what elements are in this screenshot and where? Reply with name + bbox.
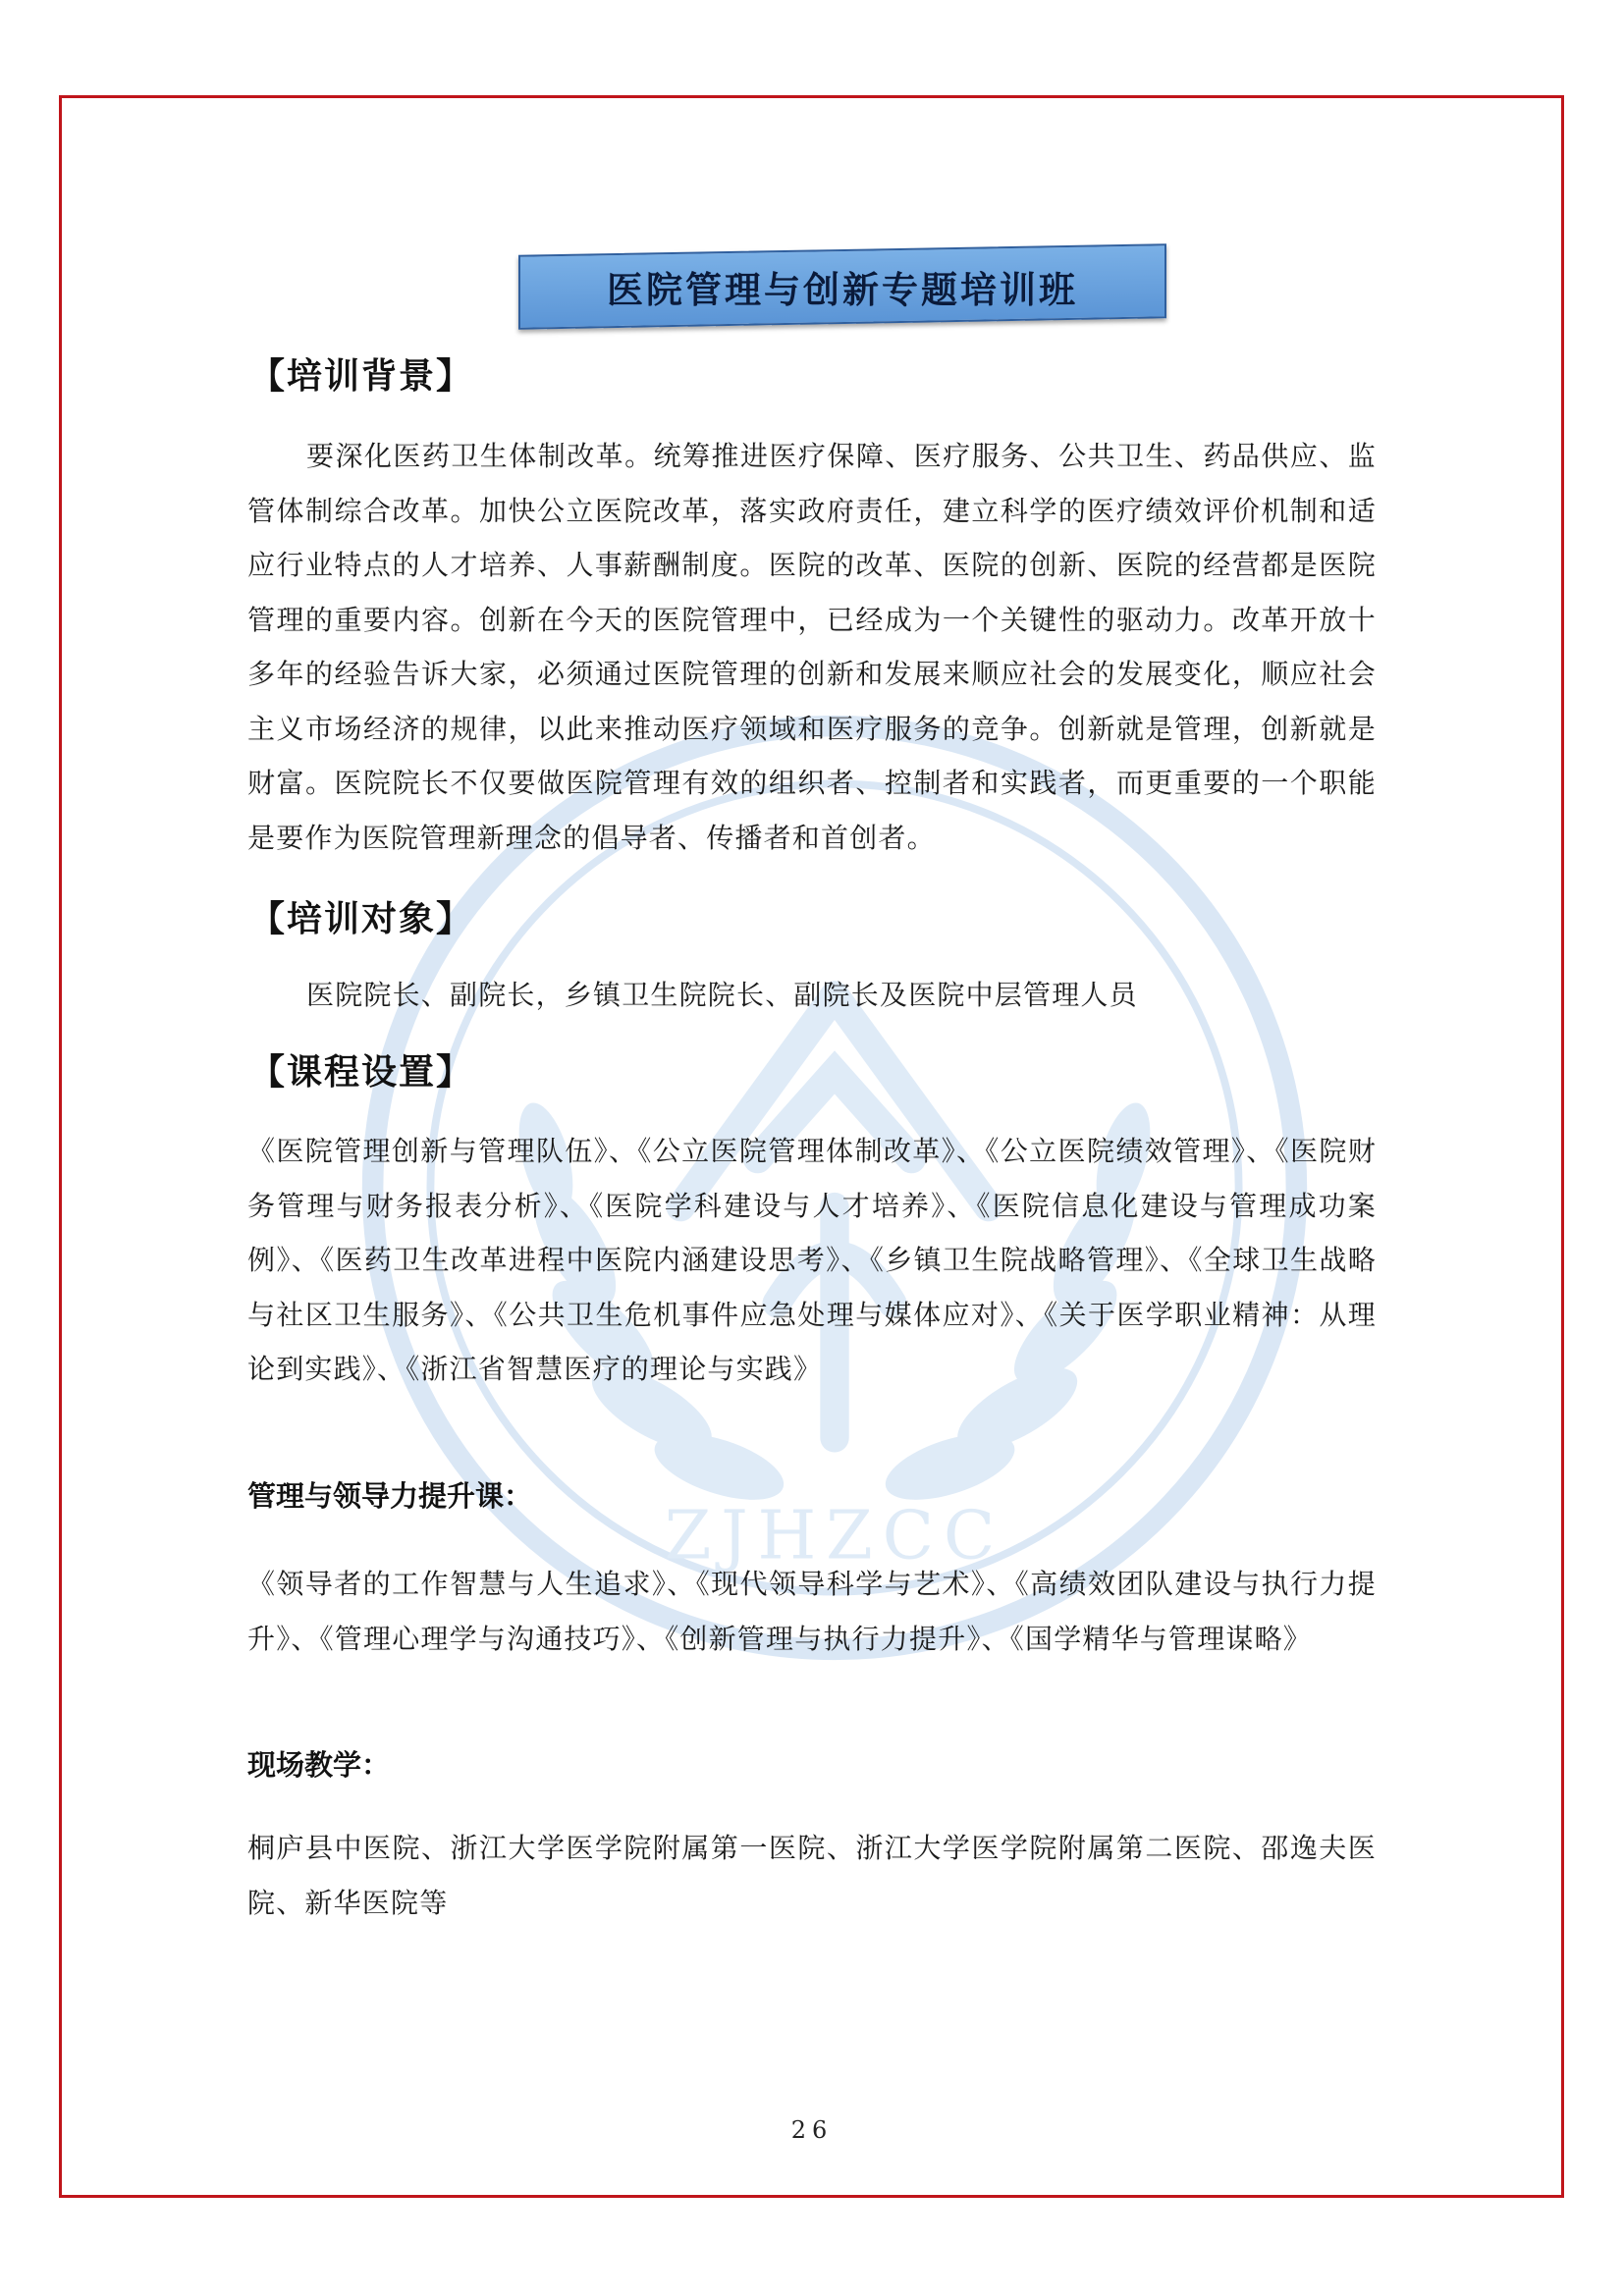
- audience-paragraph: 医院院长、副院长，乡镇卫生院院长、副院长及医院中层管理人员: [306, 979, 1138, 1011]
- heading-audience: 【培训对象】: [249, 899, 474, 939]
- heading-courses: 【课程设置】: [249, 1052, 474, 1093]
- watermark-text: ZJHZCC: [664, 1496, 1005, 1575]
- courses-paragraph: 《医院管理创新与管理队伍》、《公立医院管理体制改革》、《公立医院绩效管理》、《医院财务管理与财务报表分析》、《医院学科建设与人才培养》、《医院信息化建设与管理成功案例》、《医药卫生改革进程中医院内涵建设思考》、《乡镇卫生院战略管理》、《全球卫生战略与社区卫生服务》、《公共卫生危机事件应急处理与媒体应对》、《关于医学职业精神：从理论到实践》、《浙江省智慧医疗的理论与实践》: [247, 1135, 1377, 1385]
- background-paragraph: 要深化医药卫生体制改革。统筹推进医疗保障、医疗服务、公共卫生、药品供应、监管体制综合改革。加快公立医院改革，落实政府责任，建立科学的医疗绩效评价机制和适应行业特点的人才培养、人事薪酬制度。医院的改革、医院的创新、医院的经营都是医院管理的重要内容。创新在今天的医院管理中，已经成为一个关键性的驱动力。改革开放十多年的经验告诉大家，必须通过医院管理的创新和发展来顺应社会的发展变化，顺应社会主义市场经济的规律，以此来推动医疗领域和医疗服务的竞争。创新就是管理，创新就是财富。医院院长不仅要做医院管理有效的组织者、控制者和实践者，而更重要的一个职能是要作为医院管理新理念的倡导者、传播者和首创者。: [247, 440, 1377, 854]
- page-title: 医院管理与创新专题培训班: [607, 269, 1078, 311]
- heading-fieldwork: 现场教学：: [247, 1748, 391, 1782]
- heading-background: 【培训背景】: [249, 356, 474, 397]
- page-number: 26: [790, 2116, 834, 2144]
- title-banner: [518, 243, 1166, 330]
- heading-leadership: 管理与领导力提升课：: [247, 1479, 533, 1513]
- leadership-paragraph: 《领导者的工作智慧与人生追求》、《现代领导科学与艺术》、《高绩效团队建设与执行力提升》、《管理心理学与沟通技巧》、《创新管理与执行力提升》、《国学精华与管理谋略》: [247, 1568, 1377, 1655]
- fieldwork-paragraph: 桐庐县中医院、浙江大学医学院附属第一医院、浙江大学医学院附属第二医院、邵逸夫医院、新华医院等: [247, 1832, 1377, 1919]
